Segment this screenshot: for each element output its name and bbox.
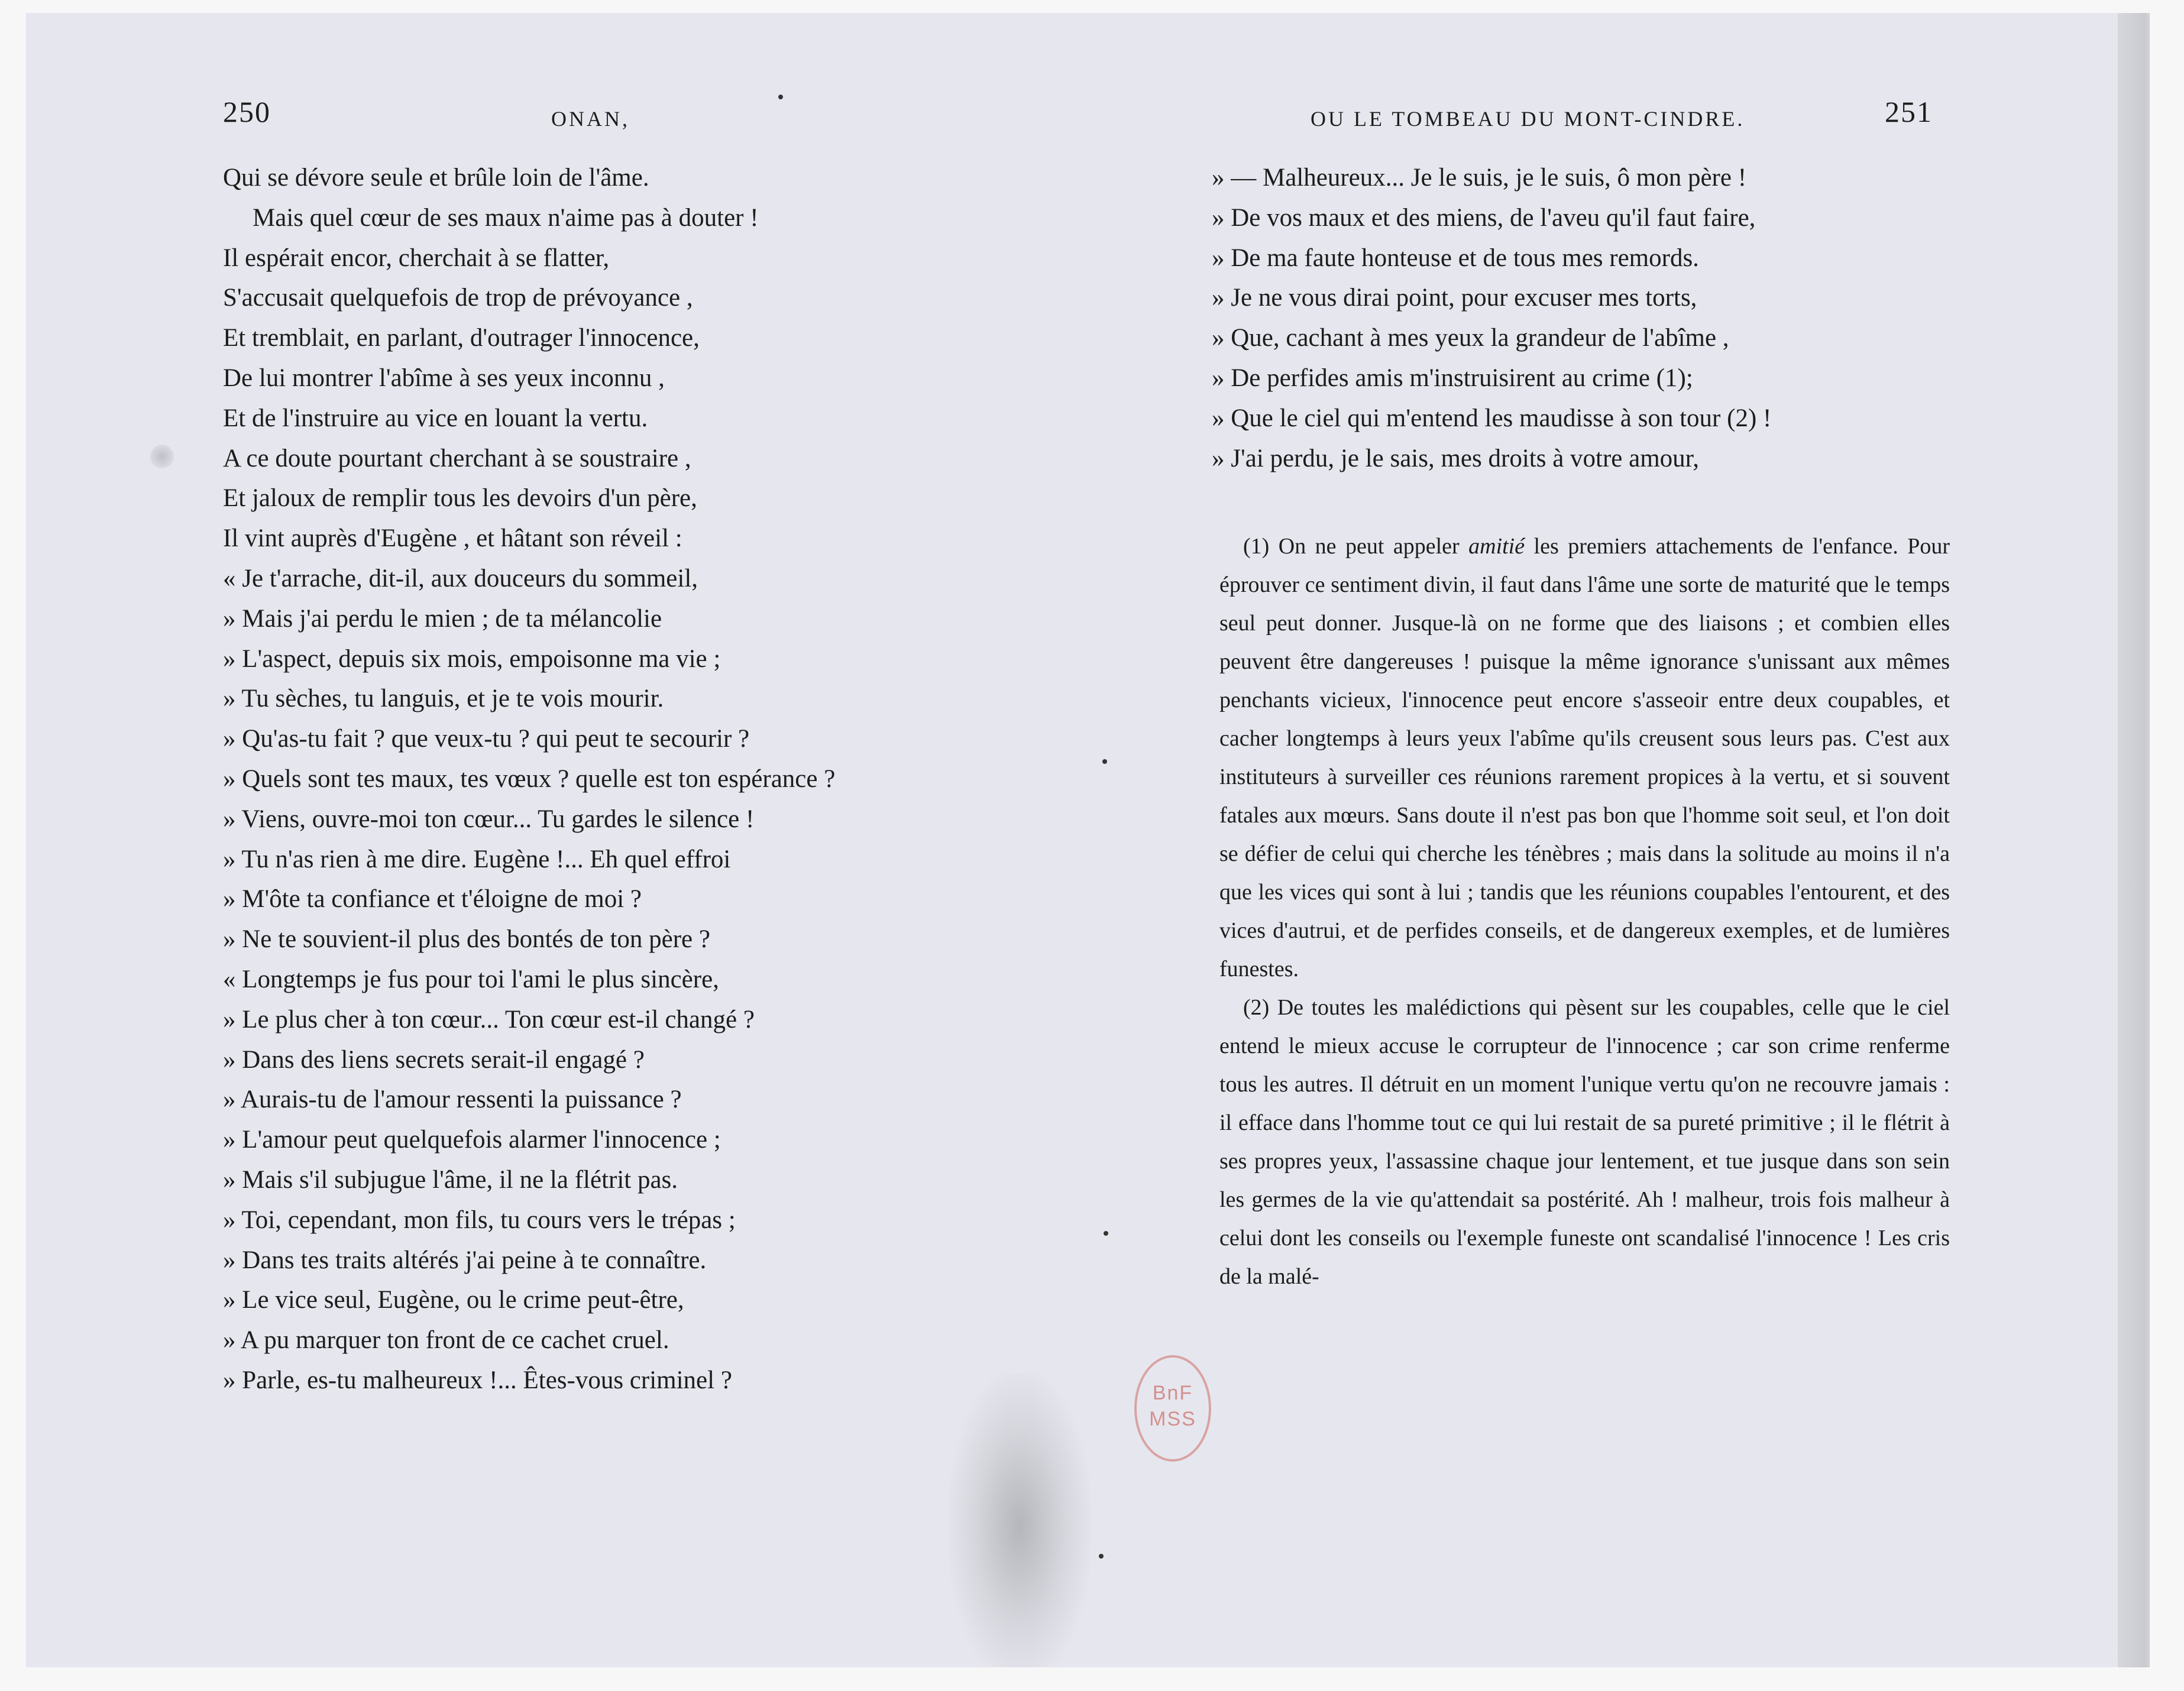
verse-line: » De vos maux et des miens, de l'aveu qu'il faut faire, <box>1212 203 1756 232</box>
paper-spot <box>150 445 174 468</box>
verse-line: » M'ôte ta confiance et t'éloigne de moi ? <box>223 885 642 913</box>
stamp-line: BnF <box>1152 1382 1193 1404</box>
verse-line: » Dans des liens secrets serait-il engagé ? <box>223 1045 645 1074</box>
page-edge <box>2118 13 2146 1667</box>
verse-line: » Mais j'ai perdu le mien ; de ta mélancolie <box>223 604 662 633</box>
library-stamp <box>1134 1355 1211 1462</box>
verse-column <box>1212 158 1771 478</box>
verse-line: « Je t'arrache, dit-il, aux douceurs du sommeil, <box>223 564 698 592</box>
verse-line: » L'aspect, depuis six mois, empoisonne ma vie ; <box>223 644 721 673</box>
verse-line: » Le plus cher à ton cœur... Ton cœur est-il changé ? <box>223 1005 755 1034</box>
stamp-line: MSS <box>1149 1408 1196 1430</box>
verse-line: » Le vice seul, Eugène, ou le crime peut-être, <box>223 1286 684 1314</box>
verse-line: S'accusait quelquefois de trop de prévoyance , <box>223 284 693 312</box>
verse-column <box>223 158 835 1401</box>
running-head: ONAN, <box>551 107 630 131</box>
verse-line: » Dans tes traits altérés j'ai peine à te connaître. <box>223 1246 707 1274</box>
paper-fleck <box>778 95 783 99</box>
paper-fleck <box>1104 1231 1108 1236</box>
verse-line: » Mais s'il subjugue l'âme, il ne la flétrit pas. <box>223 1165 678 1194</box>
verse-line: » J'ai perdu, je le sais, mes droits à votre amour, <box>1212 444 1700 472</box>
verse-line: » Quels sont tes maux, tes vœux ? quelle est ton espérance ? <box>223 764 836 793</box>
emphasis-word: amitié <box>1468 534 1525 559</box>
verse-line: » Parle, es-tu malheureux !... Êtes-vous criminel ? <box>223 1366 732 1394</box>
verse-line: » Toi, cependant, mon fils, tu cours vers le trépas ; <box>223 1206 736 1234</box>
footnotes <box>1219 527 1950 1296</box>
verse-line: » A pu marquer ton front de ce cachet cruel. <box>223 1326 669 1355</box>
verse-line: A ce doute pourtant cherchant à se soustraire , <box>223 444 691 472</box>
verse-line: » L'amour peut quelquefois alarmer l'innocence ; <box>223 1126 721 1154</box>
verse-line: » Viens, ouvre-moi ton cœur... Tu gardes le silence ! <box>223 805 755 833</box>
verse-line: » De ma faute honteuse et de tous mes remords. <box>1212 244 1699 272</box>
verse-line: » De perfides amis m'instruisirent au crime (1); <box>1212 364 1693 392</box>
verse-line: De lui montrer l'abîme à ses yeux inconnu , <box>223 364 665 392</box>
verse-line: » Tu n'as rien à me dire. Eugène !... Eh quel effroi <box>223 845 731 873</box>
gutter-smudge <box>949 1373 1091 1667</box>
verse-line: » Que le ciel qui m'entend les maudisse à son tour (2) ! <box>1212 404 1772 432</box>
verse-line: » Je ne vous dirai point, pour excuser mes torts, <box>1212 284 1697 312</box>
page-number: 251 <box>1885 95 1933 128</box>
page-number: 250 <box>223 95 271 128</box>
verse-line: Et tremblait, en parlant, d'outrager l'innocence, <box>223 324 700 352</box>
footnote-2: (2) De toutes les malédictions qui pèsent sur les coupables, celle que le ciel entend le mieux accuse le corrupteur de l'innocence ; car son crime renferme tous les autres. Il détruit en un moment l'unique vertu qu'on ne recouvre jamais : il efface dans l'homme tout ce qui lui restait de sa pureté primitive ; il le flétrit à ses propres yeux, l'assassine chaque jour lentement, et tue jusque dans son sein les germes de la vie qu'attendait sa postérité. Ah ! malheur, trois fois malheur à celui dont les conseils ou l'exemple funeste ont scandalisé l'innocence ! Les cris de la malé- <box>1219 995 1950 1289</box>
verse-line: » Ne te souvient-il plus des bontés de ton père ? <box>223 925 710 954</box>
verse-line: Mais quel cœur de ses maux n'aime pas à douter ! <box>253 203 759 232</box>
verse-line: Il espérait encor, cherchait à se flatter, <box>223 244 610 272</box>
verse-line: » — Malheureux... Je le suis, je le suis, ô mon père ! <box>1212 164 1747 192</box>
paper-fleck <box>1102 759 1107 764</box>
verse-line: Et jaloux de remplir tous les devoirs d'un père, <box>223 484 697 513</box>
paper-fleck <box>1099 1554 1104 1559</box>
verse-line: Il vint auprès d'Eugène , et hâtant son réveil : <box>223 524 682 553</box>
running-head: OU LE TOMBEAU DU MONT-CINDRE. <box>1311 107 1745 131</box>
verse-line: Et de l'instruire au vice en louant la vertu. <box>223 404 648 432</box>
verse-line: » Tu sèches, tu languis, et je te vois mourir. <box>223 685 664 713</box>
verse-line: » Aurais-tu de l'amour ressenti la puissance ? <box>223 1086 682 1114</box>
verse-line: Qui se dévore seule et brûle loin de l'âme. <box>223 164 649 192</box>
verse-line: » Qu'as-tu fait ? que veux-tu ? qui peut te secourir ? <box>223 725 750 753</box>
verse-line: « Longtemps je fus pour toi l'ami le plus sincère, <box>223 965 719 993</box>
verse-line: » Que, cachant à mes yeux la grandeur de l'abîme , <box>1212 324 1729 352</box>
footnote-1: (1) On ne peut appeler amitié les premiers attachements de l'enfance. Pour éprouver ce sentiment divin, il faut dans l'âme une sorte de maturité que le temps seul peut donner. Jusque-là on ne forme que des liaisons ; et combien elles peuvent être dangereuses ! puisque la même ignorance s'unissant aux mêmes penchants vicieux, l'innocence peut encore s'asseoir entre deux coupables, et cacher longtemps à leurs yeux l'abîme qu'ils creusent sous leurs pas. C'est aux instituteurs à surveiller ces réunions rarement propices à la vertu, et si souvent fatales aux mœurs. Sans doute il n'est pas bon que l'homme soit seul, et l'on doit se défier de celui qui cherche les ténèbres ; mais dans la solitude au moins il n'a que les vices qui sont à lui ; tandis que les réunions coupables l'entourent, et des vices d'autrui, et de perfides conseils, et de dangereux exemples, et de lumières funestes. <box>1219 534 1950 981</box>
book-spread <box>26 13 2146 1667</box>
